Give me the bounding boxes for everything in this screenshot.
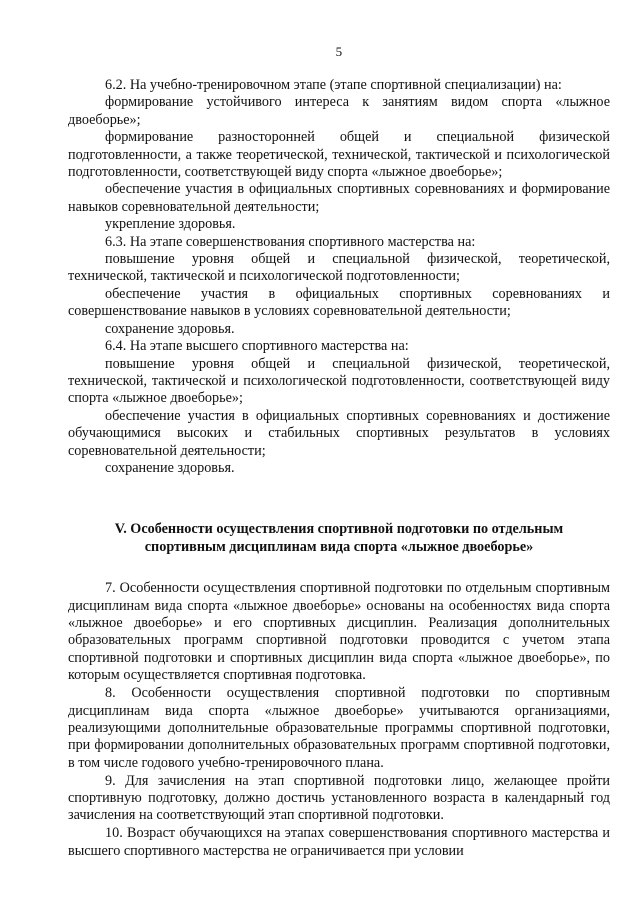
paragraph: 9. Для зачисления на этап спортивной подготовки лицо, желающее пройти спортивную подготовку, должно достичь установленного возраста в календарный год зачисления на соответствующий этап спортивной подготовки. [68, 772, 610, 824]
paragraph: обеспечение участия в официальных спортивных соревнованиях и формирование навыков соревновательной деятельности; [68, 181, 610, 215]
paragraph: формирование разносторонней общей и специальной физической подготовленности, а также теоретической, технической, тактической и психологической подготовленности, соответствующей виду спорта «лыжное двоеборье»; [68, 129, 610, 181]
page-number: 5 [335, 44, 343, 59]
section-heading-line: V. Особенности осуществления спортивной подготовки по отдельным [114, 521, 564, 538]
paragraph: повышение уровня общей и специальной физической, теоретической, технической, тактической и психологической подготовленности; [68, 251, 610, 285]
paragraph: 7. Особенности осуществления спортивной подготовки по отдельным спортивным дисциплинам вида спорта «лыжное двоеборье» основаны на особенностях вида спорта «лыжное двоеборье» и его спортивных дисциплин. Реализация дополнительных образовательных программ спортивной подготовки проводится с учетом этапа спортивной подготовки и спортивных дисциплин вида спорта «лыжное двоеборье», по которым осуществляется спортивная подготовка. [68, 580, 610, 684]
paragraph: сохранение здоровья. [105, 320, 235, 337]
features-section [68, 580, 610, 860]
goals-section [68, 77, 610, 477]
paragraph: 6.4. На этапе высшего спортивного мастерства на: [105, 338, 409, 355]
paragraph: 10. Возраст обучающихся на этапах совершенствования спортивного мастерства и высшего спортивного мастерства не ограничивается при условии [68, 825, 610, 859]
paragraph: обеспечение участия в официальных спортивных соревнованиях и совершенствование навыков в условиях соревновательной деятельности; [68, 285, 610, 320]
paragraph: 6.2. На учебно-тренировочном этапе (этапе спортивной специализации) на: [105, 77, 562, 93]
paragraph: укрепление здоровья. [105, 216, 236, 233]
paragraph: 6.3. На этапе совершенствования спортивного мастерства на: [105, 233, 476, 250]
paragraph: обеспечение участия в официальных спортивных соревнованиях и достижение обучающимися высоких и стабильных спортивных результатов в условиях соревновательной деятельности; [68, 407, 610, 459]
section-heading [68, 521, 610, 556]
paragraph: 8. Особенности осуществления спортивной подготовки по спортивным дисциплинам вида спорта «лыжное двоеборье» учитываются организациями, реализующими дополнительные образовательные программы спортивной подготовки, при формировании дополнительных образовательных программ спортивной подготовки, в том числе годового учебно-тренировочного плана. [68, 685, 610, 771]
paragraph: сохранение здоровья. [105, 459, 235, 476]
paragraph: формирование устойчивого интереса к занятиям видом спорта «лыжное двоеборье»; [68, 94, 610, 128]
paragraph: повышение уровня общей и специальной физической, теоретической, технической, тактической и психологической подготовленности, соответствующей виду спорта «лыжное двоеборье»; [68, 355, 610, 407]
section-heading-line: спортивным дисциплинам вида спорта «лыжное двоеборье» [144, 538, 534, 555]
